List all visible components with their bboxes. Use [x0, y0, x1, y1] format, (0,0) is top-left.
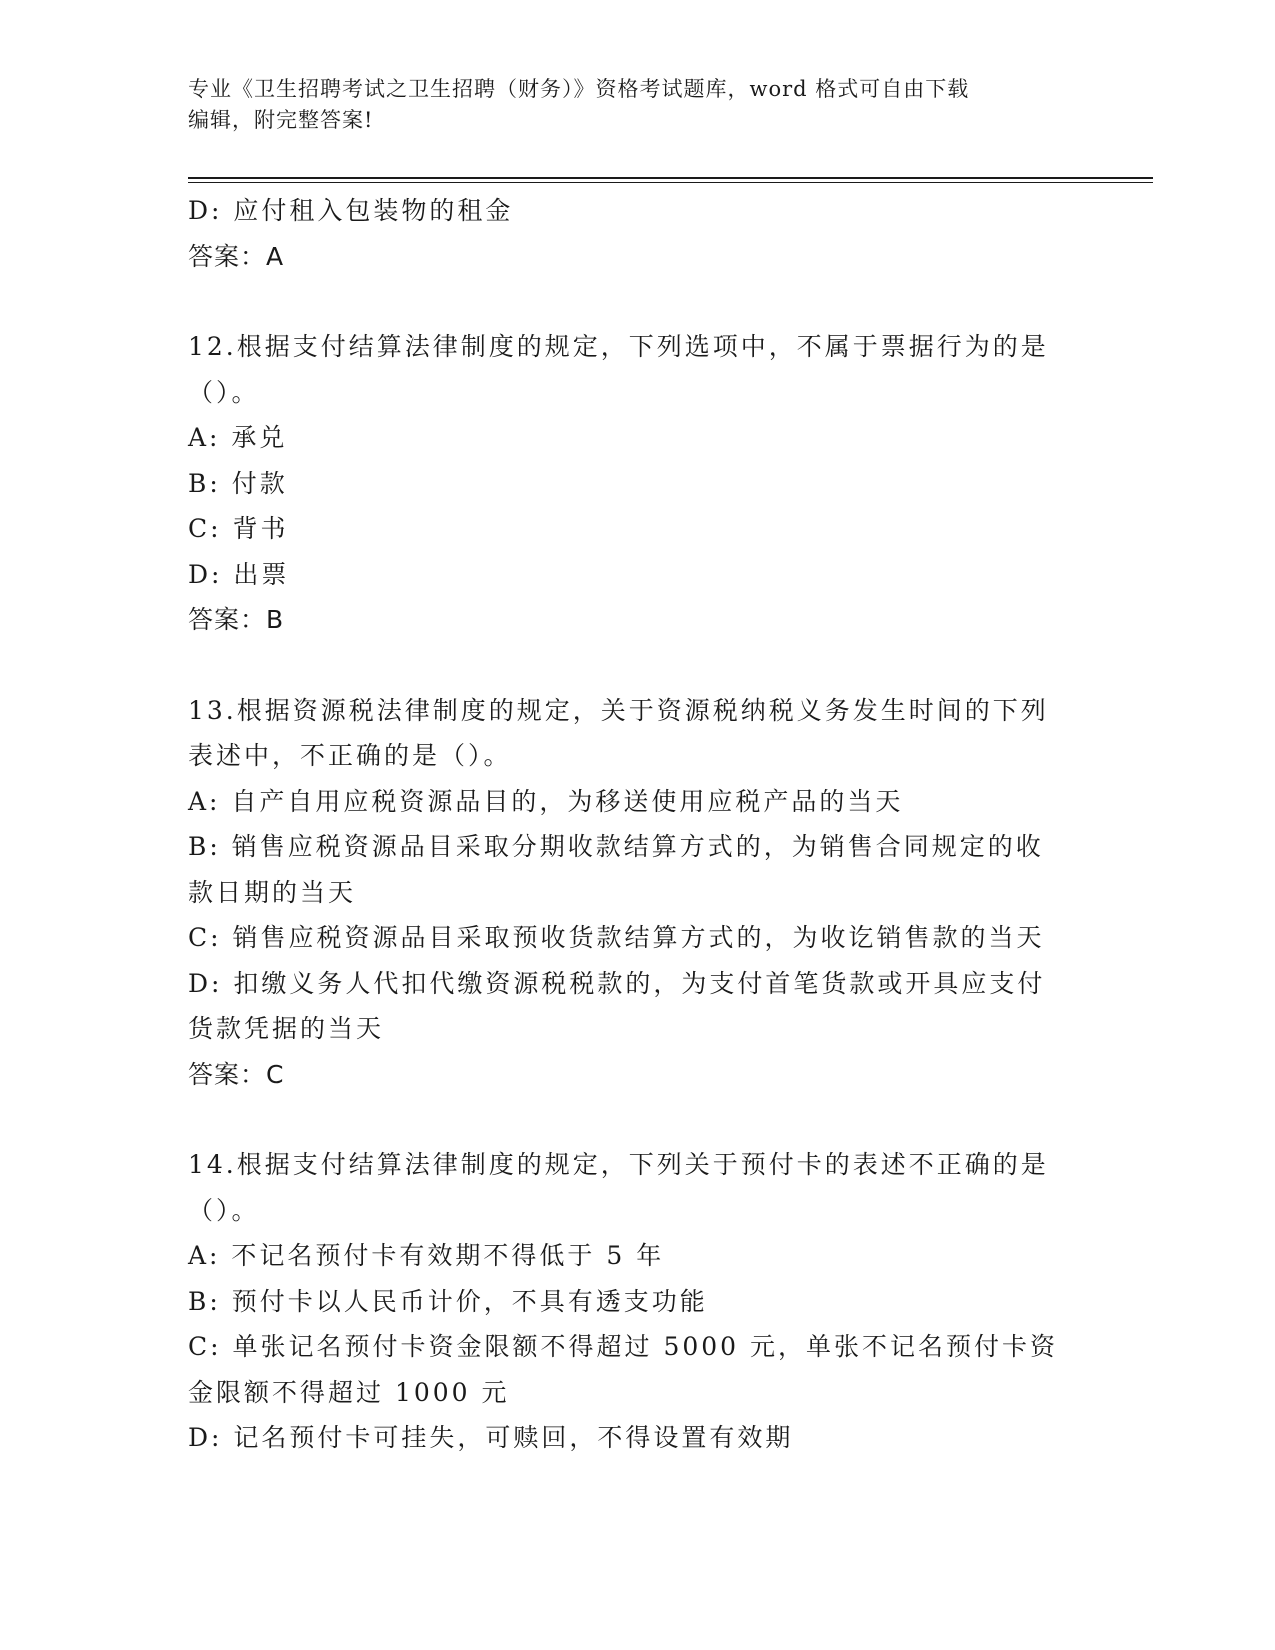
header-line-1: 专业《卫生招聘考试之卫生招聘（财务）》资格考试题库，word 格式可自由下载: [188, 77, 970, 101]
question-12: [188, 324, 1083, 643]
option-b: B: 付款: [188, 468, 288, 498]
option-d: D: 扣缴义务人代扣代缴资源税税款的，为支付首笔货款或开具应支付: [188, 968, 1046, 998]
header-line-2: 编辑，附完整答案!: [188, 108, 374, 132]
option-d: D: 出票: [188, 559, 290, 589]
question-14: [188, 1142, 1083, 1461]
option-c: C: 背书: [188, 514, 289, 543]
option-d-previous: D: 应付租入包装物的租金: [188, 196, 514, 225]
answer: 答案：C: [188, 1059, 285, 1089]
question-13: [188, 688, 1083, 1098]
spacer: [188, 279, 1083, 324]
option-b-continued: 款日期的当天: [188, 877, 357, 907]
question-stem-continued: 表述中，不正确的是（）。: [188, 741, 512, 770]
document-body: [188, 188, 1083, 1461]
option-b: B: 销售应税资源品目采取分期收款结算方式的，为销售合同规定的收: [188, 832, 1044, 861]
header-divider-thick: [188, 177, 1153, 179]
spacer: [188, 1097, 1083, 1142]
option-b: B: 预付卡以人民币计价，不具有透支功能: [188, 1286, 708, 1316]
option-a: A: 承兑: [188, 423, 288, 452]
question-stem-continued: （）。: [188, 377, 260, 407]
answer: 答案：B: [188, 605, 285, 634]
question-stem-continued: （）。: [188, 1195, 260, 1225]
question-stem: 13.根据资源税法律制度的规定，关于资源税纳税义务发生时间的下列: [188, 695, 1049, 725]
option-c: C: 单张记名预付卡资金限额不得超过 5000 元，单张不记名预付卡资: [188, 1332, 1059, 1361]
option-d-continued: 货款凭据的当天: [188, 1014, 385, 1043]
question-stem: 12.根据支付结算法律制度的规定，下列选项中，不属于票据行为的是: [188, 332, 1049, 361]
spacer: [188, 643, 1083, 688]
question-stem: 14.根据支付结算法律制度的规定，下列关于预付卡的表述不正确的是: [188, 1150, 1049, 1179]
header-divider-thin: [188, 182, 1153, 183]
option-a: A: 不记名预付卡有效期不得低于 5 年: [188, 1241, 665, 1270]
page-header: [188, 74, 1068, 136]
option-c-continued: 金限额不得超过 1000 元: [188, 1377, 510, 1407]
answer-previous: 答案：A: [188, 241, 285, 271]
option-d: D: 记名预付卡可挂失，可赎回，不得设置有效期: [188, 1423, 794, 1452]
option-c: C: 销售应税资源品目采取预收货款结算方式的，为收讫销售款的当天: [188, 923, 1045, 952]
option-a: A: 自产自用应税资源品目的，为移送使用应税产品的当天: [188, 786, 904, 816]
